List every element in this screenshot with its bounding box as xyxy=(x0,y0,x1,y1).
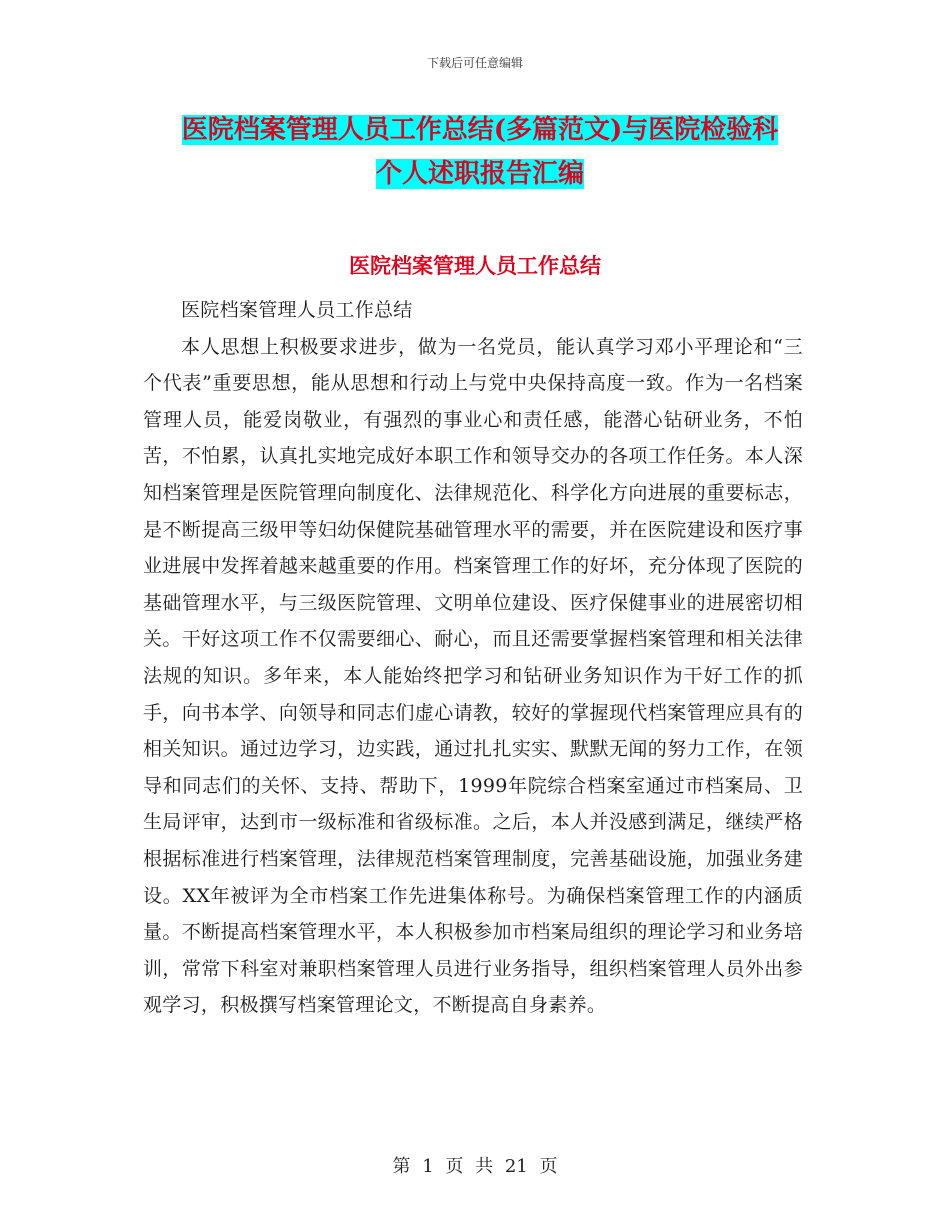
section-title: 医院档案管理人员工作总结 xyxy=(349,253,601,278)
page-number-footer: 第 1 页 共 21 页 xyxy=(392,1156,558,1177)
document-title xyxy=(150,108,810,196)
header-note: 下载后可任意编辑 xyxy=(426,56,523,70)
document-title-line1: 医院档案管理人员工作总结(多篇范文)与医院检验科 xyxy=(181,115,779,145)
paragraph-subtitle: 医院档案管理人员工作总结 xyxy=(181,299,413,321)
body-text xyxy=(143,292,803,1024)
document-title-line2: 个人述职报告汇编 xyxy=(375,159,584,189)
paragraph-body: 本人思想上积极要求进步，做为一名党员，能认真学习邓小平理论和“三个代表”重要思想，能从思想和行动上与党中央保持高度一致。作为一名档案管理人员，能爱岗敬业，有强烈的事业心和责任感，能潜心钻研业务，不怕苦，不怕累，认真扎实地完成好本职工作和领导交办的各项工作任务。本人深知档案管理是医院管理向制度化、法律规范化、科学化方向进展的重要标志，是不断提高三级甲等妇幼保健院基础管理水平的需要，并在医院建设和医疗事业进展中发挥着越来越重要的作用。档案管理工作的好坏，充分体现了医院的基础管理水平，与三级医院管理、文明单位建设、医疗保健事业的进展密切相关。干好这项工作不仅需要细心、耐心，而且还需要掌握档案管理和相关法律法规的知识。多年来，本人能始终把学习和钻研业务知识作为干好工作的抓手，向书本学、向领导和同志们虚心请教，较好的掌握现代档案管理应具有的相关知识。通过边学习，边实践，通过扎扎实实、默默无闻的努力工作，在领导和同志们的关怀、支持、帮助下，1999年院综合档案室通过市档案局、卫生局评审，达到市一级标准和省级标准。之后，本人并没感到满足，继续严格根据标准进行档案管理，法律规范档案管理制度，完善基础设施，加强业务建设。XX年被评为全市档案工作先进集体称号。为确保档案管理工作的内涵质量。不断提高档案管理水平，本人积极参加市档案局组织的理论学习和业务培训，常常下科室对兼职档案管理人员进行业务指导，组织档案管理人员外出参观学习，积极撰写档案管理论文，不断提高自身素养。 xyxy=(143,335,803,1017)
